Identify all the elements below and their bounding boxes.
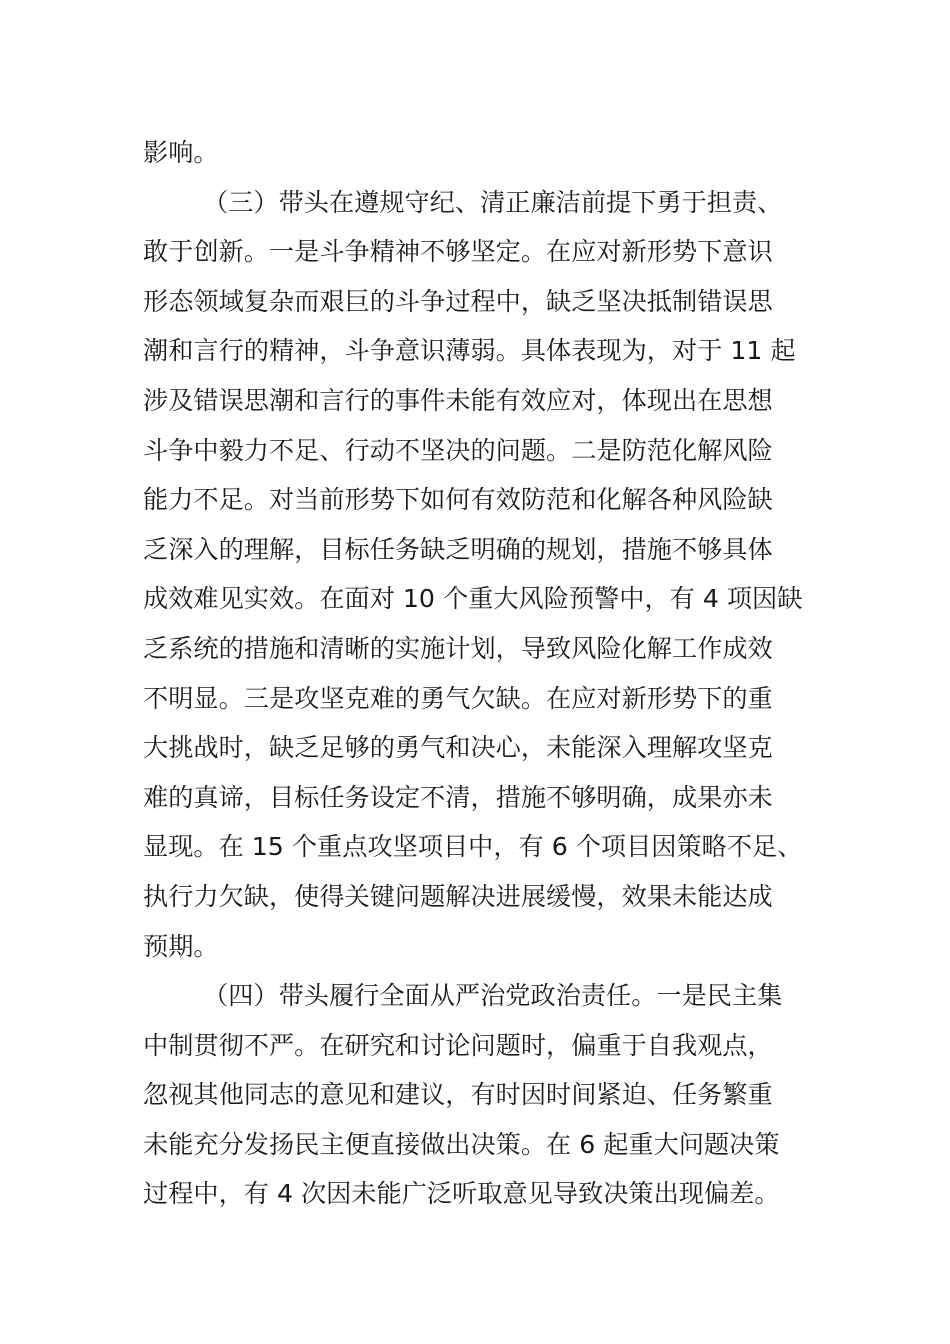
text-line: 斗争中毅力不足、行动不坚决的问题。二是防范化解风险 (143, 435, 773, 465)
section-heading-line: （四）带头履行全面从严治党政治责任。一是民主集 (203, 981, 783, 1011)
text-line: 敢于创新。一是斗争精神不够坚定。在应对新形势下意识 (143, 237, 773, 267)
text-line: 执行力欠缺，使得关键问题解决进展缓慢，效果未能达成 (143, 881, 773, 911)
document-body (143, 128, 807, 1219)
text-line: 中制贯彻不严。在研究和讨论问题时，偏重于自我观点， (143, 1030, 773, 1060)
text-line: 未能充分发扬民主便直接做出决策。在 6 起重大问题决策 (143, 1129, 780, 1159)
text-line: 能力不足。对当前形势下如何有效防范和化解各种风险缺 (143, 485, 773, 515)
text-line: 潮和言行的精神，斗争意识薄弱。具体表现为，对于 11 起 (143, 336, 796, 366)
text-line: 大挑战时，缺乏足够的勇气和决心，未能深入理解攻坚克 (143, 733, 773, 763)
section-heading-line: （三）带头在遵规守纪、清正廉洁前提下勇于担责、 (203, 187, 783, 217)
text-line: 忽视其他同志的意见和建议，有时因时间紧迫、任务繁重 (143, 1080, 773, 1110)
text-line: 涉及错误思潮和言行的事件未能有效应对，体现出在思想 (143, 385, 773, 415)
text-line: 成效难见实效。在面对 10 个重大风险预警中，有 4 项因缺 (143, 584, 803, 614)
text-line: 显现。在 15 个重点攻坚项目中，有 6 个项目因策略不足、 (143, 832, 803, 862)
text-line: 难的真谛，目标任务设定不清，措施不够明确，成果亦未 (143, 782, 773, 812)
text-line: 形态领域复杂而艰巨的斗争过程中，缺乏坚决抵制错误思 (143, 286, 773, 316)
text-line: 过程中，有 4 次因未能广泛听取意见导致决策出现偏差。 (143, 1179, 780, 1209)
text-line: 乏深入的理解，目标任务缺乏明确的规划，措施不够具体 (143, 534, 773, 564)
text-line: 预期。 (143, 931, 219, 961)
text-line: 影响。 (143, 138, 219, 167)
text-line: 乏系统的措施和清晰的实施计划，导致风险化解工作成效 (143, 633, 773, 663)
text-line: 不明显。三是攻坚克难的勇气欠缺。在应对新形势下的重 (143, 683, 773, 713)
